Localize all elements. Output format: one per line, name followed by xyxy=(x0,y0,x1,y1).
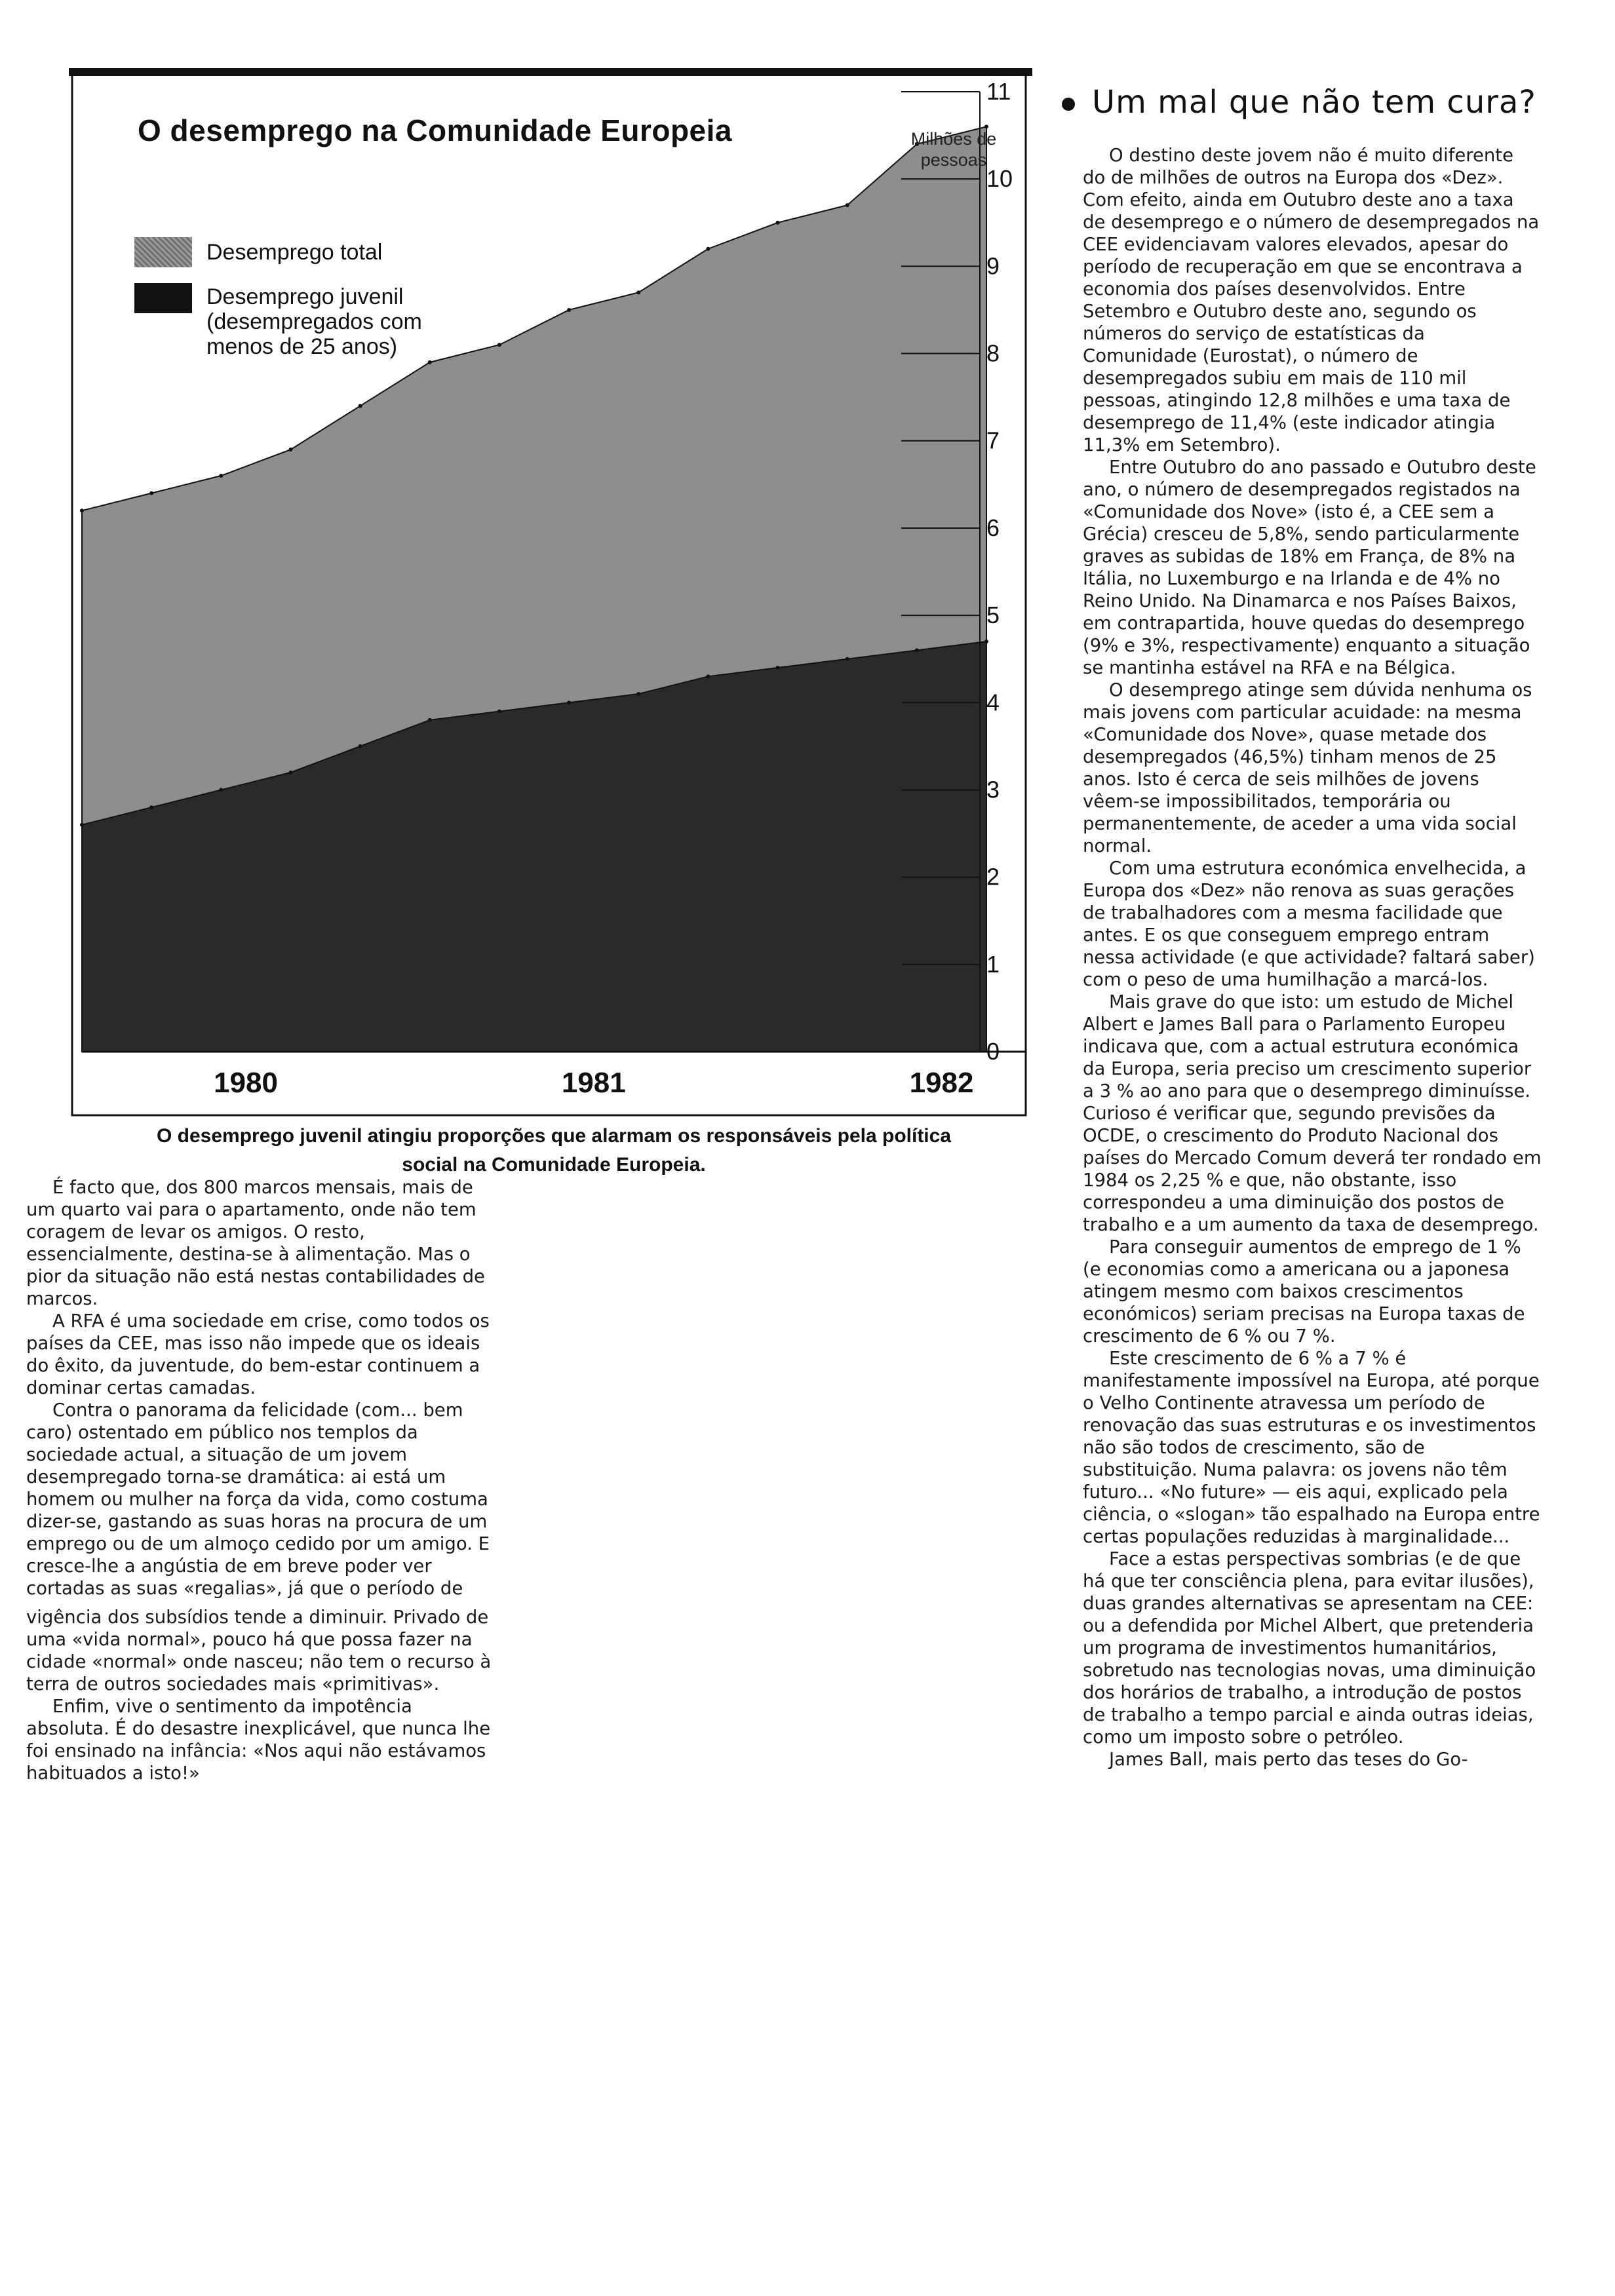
column-break xyxy=(26,1599,498,1606)
y-tick-label-0: 0 xyxy=(986,1038,1000,1065)
chart-legend xyxy=(134,236,528,367)
right-paragraph-4: Com uma estrutura económica envelhecida, a Europa dos «Dez» não renova as suas gerações de trabalhadores com a mesma facilidade que antes. E os que conseguem emprego entram nessa actividade (e que actividade? faltará saber) com o peso de uma humilhação a marcá-los. xyxy=(1083,858,1535,990)
right-paragraph-2: Entre Outubro do ano passado e Outubro deste ano, o número de desempregados registados na «Comunidade dos Nove» (isto é, a CEE sem a Grécia) cresceu de 5,8%, sendo particularmente graves as subidas de 18% em França, de 8% na Itália, no Luxemburgo e na Irlanda e de 4% no Reino Unido. Na Dinamarca e nos Países Baixos, em contrapartida, houve quedas do desemprego (9% e 3%, respectivamente) enquanto a situação se mantinha estável na RFA e na Bélgica. xyxy=(1083,457,1536,678)
data-point-total-10 xyxy=(776,221,780,225)
y-tick-label-1: 1 xyxy=(986,950,1000,978)
chart-caption xyxy=(82,1122,1026,1179)
data-point-total-1 xyxy=(149,491,153,495)
article-heading-text: Um mal que não tem cura? xyxy=(1092,84,1536,121)
right-paragraph-8: Face a estas perspectivas sombrias (e de que há que ter consciência plena, para evitar ilusões), duas grandes alternativas se apresentam na CEE: ou a defendida por Michel Albert, que pretenderia um programa de investimentos humanitários, sobretudo nas tecnologias novas, uma diminuição dos horários de trabalho, a introdução de postos de trabalho a tempo parcial e ainda outras ideias, como um imposto sobre o petróleo. xyxy=(1083,1548,1536,1748)
y-tick-label-3: 3 xyxy=(986,776,1000,803)
left-paragraph-4: vigência dos subsídios tende a diminuir. Privado de uma «vida normal», pouco há que possa fazer na cidade «normal» onde nasceu; não tem o recurso à terra de outros sociedades mais «primitivas». xyxy=(26,1607,492,1694)
y-tick-label-5: 5 xyxy=(986,602,1000,629)
x-tick-label-1982: 1982 xyxy=(909,1067,974,1099)
y-tick-label-7: 7 xyxy=(986,427,1000,454)
data-point-youth-12 xyxy=(915,648,919,652)
legend-swatch-total xyxy=(134,237,192,267)
bullet-icon xyxy=(1062,98,1075,111)
data-point-youth-9 xyxy=(706,674,710,678)
data-point-total-7 xyxy=(567,308,571,312)
y-axis-unit-label: Milhões de pessoas xyxy=(910,129,997,170)
right-paragraph-5: Mais grave do que isto: um estudo de Michel Albert e James Ball para o Parlamento Europeu indicava que, com a actual estrutura económica da Europa, seria preciso um crescimento superior a 3 % ao ano para que o desemprego diminuísse. Curioso é verificar que, segundo previsões da OCDE, o crescimento do Produto Nacional dos países do Mercado Comum deverá ter rondado em 1984 os 2,25 % e que, não obstante, isso correspondeu a uma diminuição dos postos de trabalho e a um aumento da taxa de desemprego. xyxy=(1083,991,1542,1235)
left-paragraph-5: Enfim, vive o sentimento da impotência absoluta. É do desastre inexplicável, que nunca lhe foi ensinado na infância: «Nos aqui não estávamos habituados a isto!» xyxy=(26,1696,491,1784)
left-paragraph-2: A RFA é uma sociedade em crise, como todos os países da CEE, mas isso não impede que os ideais do êxito, da juventude, do bem-estar continuem a dominar certas camadas. xyxy=(26,1311,490,1398)
data-point-total-9 xyxy=(706,247,710,251)
y-tick-label-10: 10 xyxy=(986,165,1013,193)
data-point-youth-3 xyxy=(288,771,292,775)
data-point-total-8 xyxy=(636,290,640,294)
article-heading xyxy=(1062,84,1536,121)
data-point-youth-8 xyxy=(636,692,640,696)
caption-line-1: O desemprego juvenil atingiu proporções que alarmam os responsáveis pela política xyxy=(156,1125,952,1147)
y-tick-label-6: 6 xyxy=(986,514,1000,541)
right-paragraph-9: James Ball, mais perto das teses do Go- xyxy=(1109,1749,1468,1770)
data-point-total-3 xyxy=(288,448,292,451)
x-tick-label-1980: 1980 xyxy=(214,1067,278,1099)
unemployment-chart xyxy=(69,66,1036,1120)
left-paragraph-1: É facto que, dos 800 marcos mensais, mais de um quarto vai para o apartamento, onde não tem coragem de levar os amigos. O resto, essencialmente, destina-se à alimentação. Mas o pior da situação não está nestas contabilidades de marcos. xyxy=(26,1177,485,1309)
y-tick-label-11: 11 xyxy=(986,78,1011,105)
left-paragraph-3: Contra o panorama da felicidade (com... bem caro) ostentado em público nos templos da sociedade actual, a situação de um jovem desempregado torna-se dramática: ai está um homem ou mulher na força da vida, como costuma dizer-se, gastando as suas horas na procura de um emprego ou de um almoço cedido por um amigo. E cresce-lhe a angústia de em breve poder ver cortadas as suas «regalias», já que o período de xyxy=(26,1400,490,1599)
chart-svg xyxy=(69,66,1036,1120)
data-point-total-4 xyxy=(359,404,362,408)
data-point-youth-13 xyxy=(984,640,988,643)
data-point-youth-6 xyxy=(497,710,501,714)
right-paragraph-1: O destino deste jovem não é muito diferente do de milhões de outros na Europa dos «Dez». Com efeito, ainda em Outubro deste ano a taxa de desemprego e o número de desempregados na CEE evidenciavam valores elevados, apesar do período de recuperação em que se encontrava a economia dos países desenvolvidos. Entre Setembro e Outubro deste ano, segundo os números do serviço de estatísticas da Comunidade (Eurostat), o número de desempregados subiu em mais de 110 mil pessoas, atingindo 12,8 milhões e uma taxa de desemprego de 11,4% (este indicador atingia 11,3% em Setembro). xyxy=(1083,145,1540,455)
right-paragraph-7: Este crescimento de 6 % a 7 % é manifestamente impossível na Europa, até porque o Velho Continente atravessa um período de renovação das suas estruturas e os investimentos não são todos de crescimento, são de substituição. Numa palavra: os jovens não têm futuro... «No future» — eis aqui, explicado pela ciência, o «slogan» tão espalhado na Europa entre certas populações reduzidas à marginalidade... xyxy=(1083,1348,1540,1547)
right-paragraph-6: Para conseguir aumentos de emprego de 1 % (e economias como a americana ou a japonesa atingem mesmo com baixos crescimentos económicos) seriam precisas na Europa taxas de crescimento de 6 % ou 7 %. xyxy=(1083,1236,1525,1347)
data-point-total-0 xyxy=(80,508,84,512)
data-point-total-2 xyxy=(219,474,223,478)
legend-swatch-youth xyxy=(134,283,192,313)
data-point-youth-1 xyxy=(149,805,153,809)
caption-line-2: social na Comunidade Europeia. xyxy=(402,1154,706,1176)
legend-label-youth: Desemprego juvenil (desempregados com menos de 25 anos) xyxy=(206,284,422,359)
y-tick-label-8: 8 xyxy=(986,339,1000,367)
legend-label-total: Desemprego total xyxy=(206,240,383,265)
right-paragraph-3: O desemprego atinge sem dúvida nenhuma os mais jovens com particular acuidade: na mesma «Comunidade dos Nove», quase metade dos desempregados (46,5%) tinham menos de 25 anos. Isto é cerca de seis milhões de jovens vêem-se impossibilitados, temporária ou permanentemente, de aceder a uma vida social normal. xyxy=(1083,679,1532,856)
right-column xyxy=(1083,144,1542,1770)
y-tick-label-2: 2 xyxy=(986,863,1000,890)
data-point-total-11 xyxy=(846,203,849,207)
data-point-youth-10 xyxy=(776,666,780,670)
x-tick-label-1981: 1981 xyxy=(561,1067,626,1099)
y-tick-label-9: 9 xyxy=(986,252,1000,280)
left-column xyxy=(26,1176,498,1784)
data-point-youth-4 xyxy=(359,744,362,748)
data-point-youth-2 xyxy=(219,788,223,792)
data-point-youth-11 xyxy=(846,657,849,661)
data-point-youth-5 xyxy=(428,718,432,722)
data-point-youth-0 xyxy=(80,823,84,827)
chart-title: O desemprego na Comunidade Europeia xyxy=(138,113,732,147)
y-tick-label-4: 4 xyxy=(986,689,1000,716)
data-point-youth-7 xyxy=(567,700,571,704)
